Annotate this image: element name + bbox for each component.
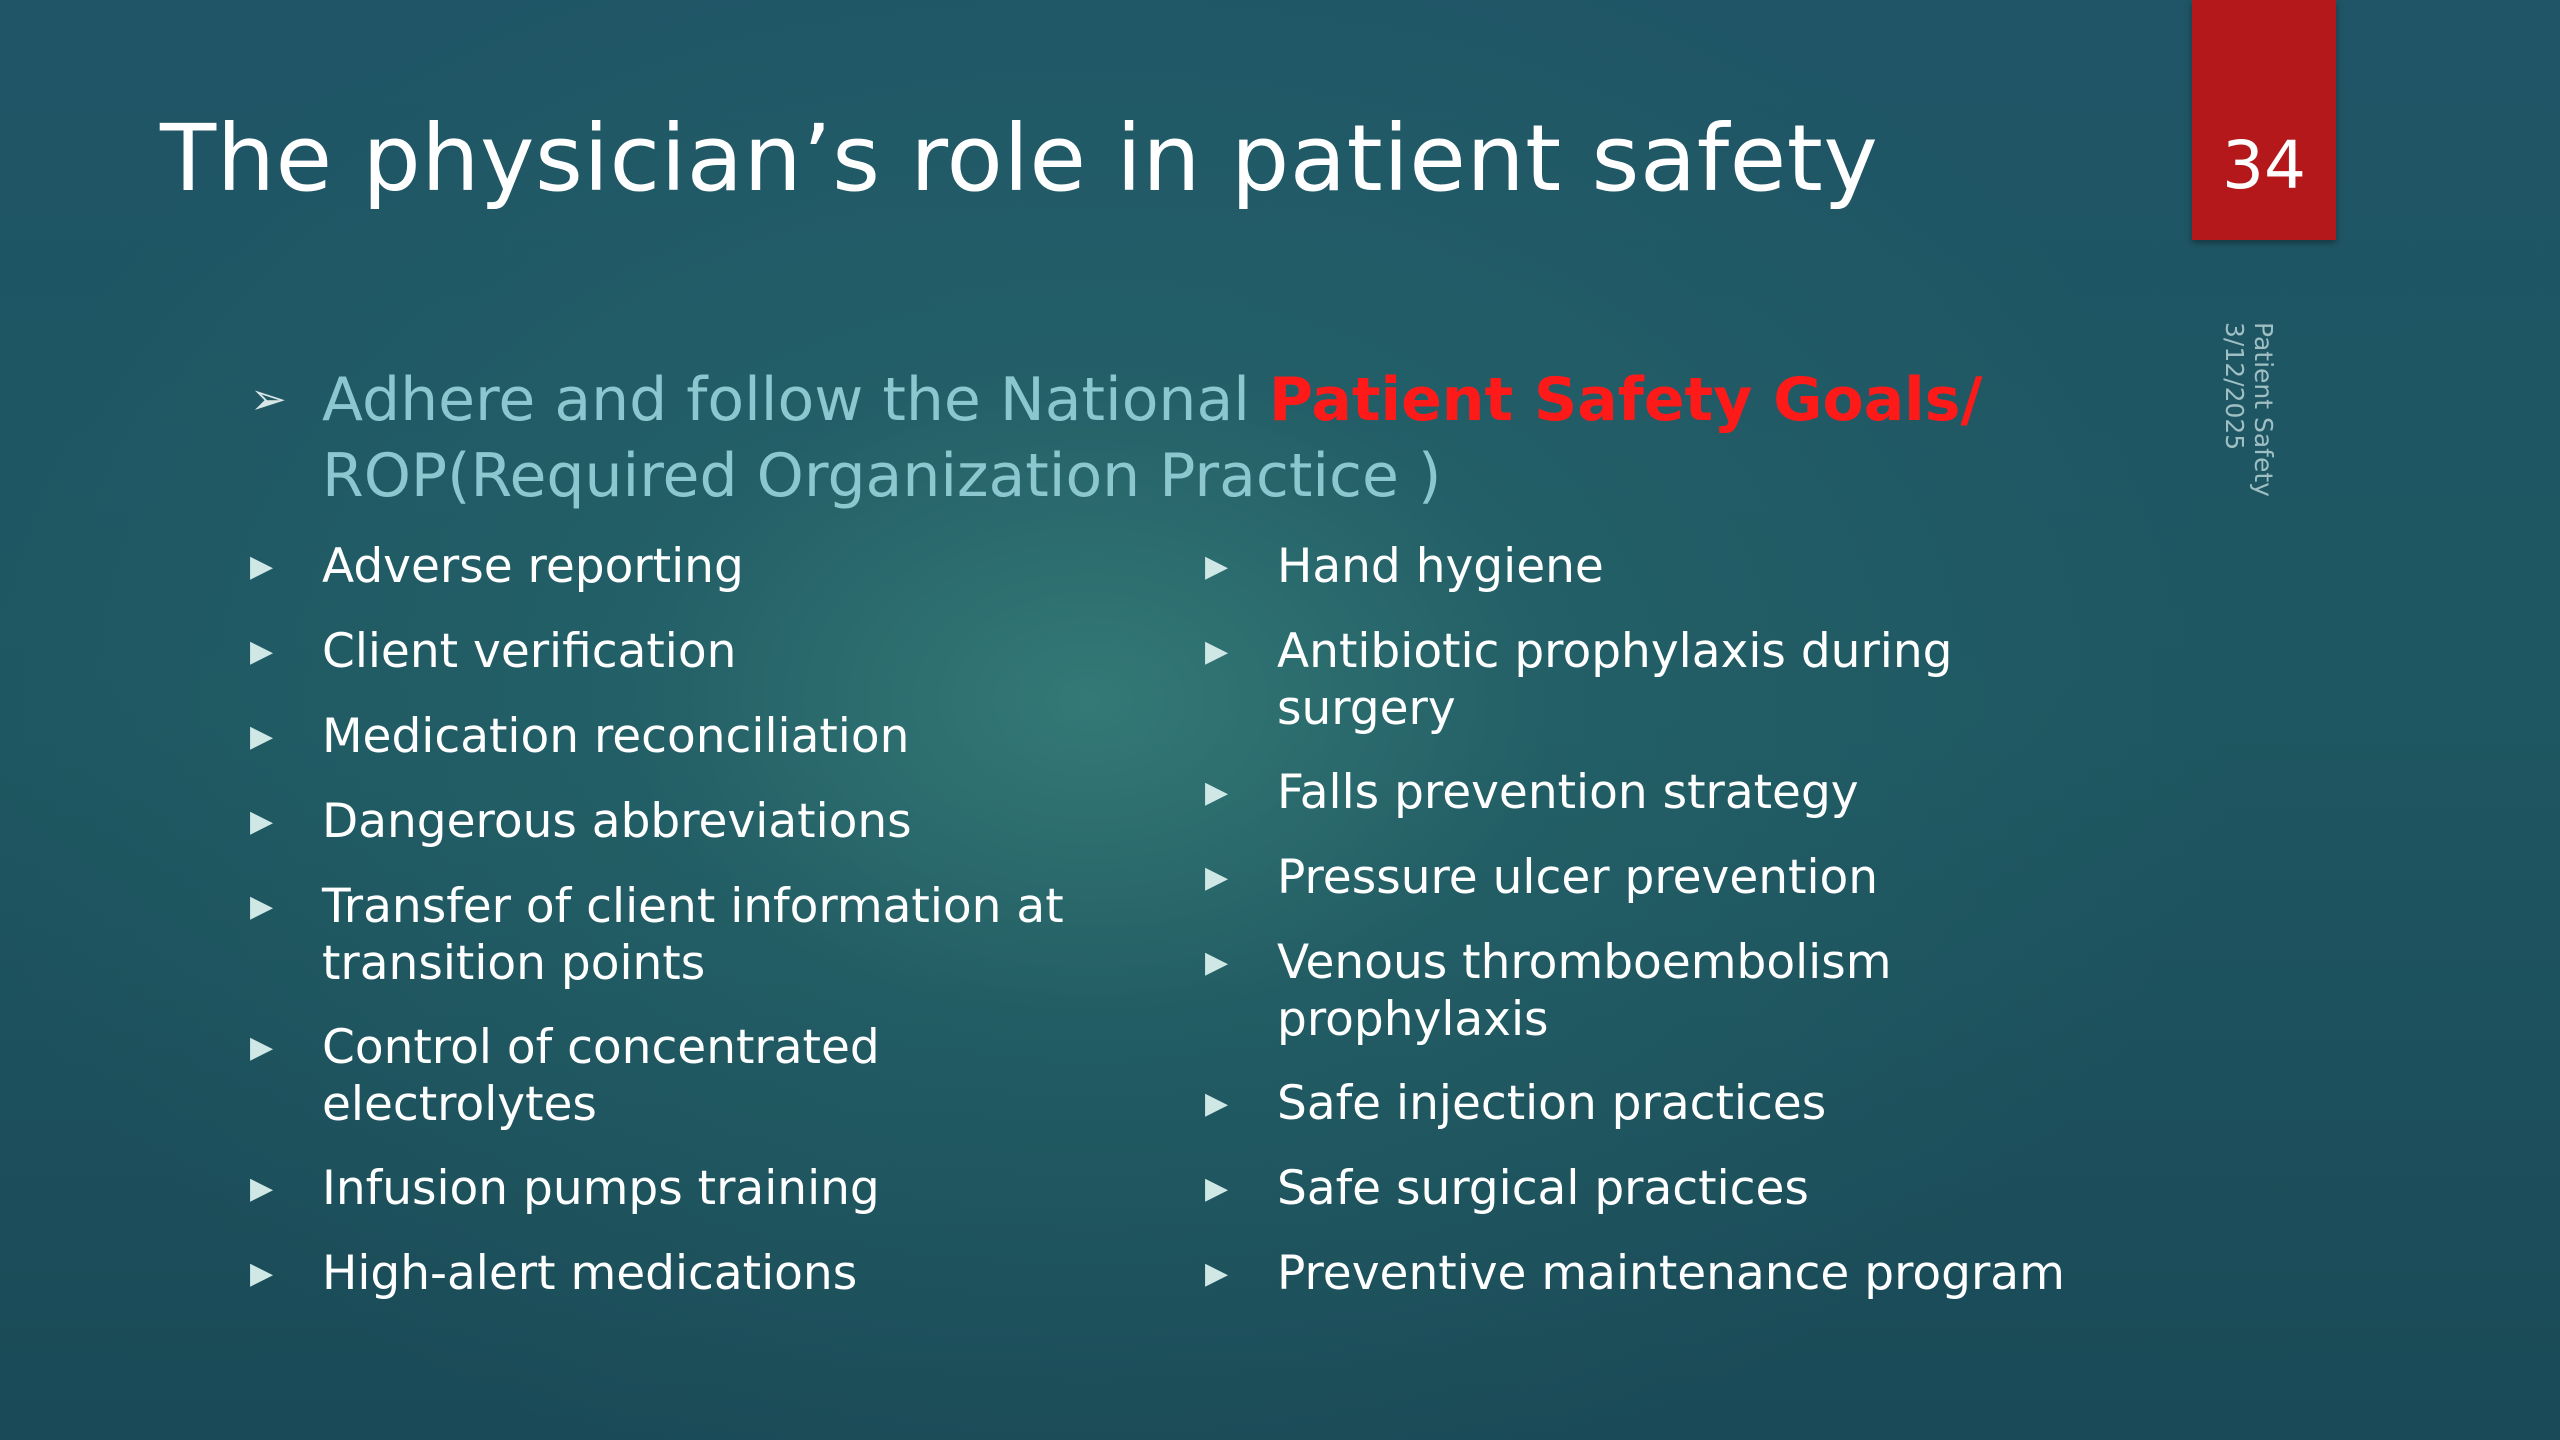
list-item-text: Transfer of client information at transition points (322, 879, 1064, 991)
list-item (1205, 764, 2105, 822)
list-item-text: Antibiotic prophylaxis during surgery (1277, 624, 1953, 736)
triangle-bullet-icon: ▶ (250, 1030, 274, 1065)
footer-date: 3/12/2025 (2220, 322, 2249, 451)
triangle-bullet-icon: ▶ (1205, 945, 1229, 980)
intro-text-plain: Adhere and follow the National (322, 365, 1269, 435)
triangle-bullet-icon: ▶ (1205, 1256, 1229, 1291)
triangle-bullet-icon: ▶ (250, 549, 274, 584)
list-item (1205, 538, 2105, 596)
intro-text (322, 362, 1982, 514)
triangle-bullet-icon: ▶ (1205, 1171, 1229, 1206)
list-item-text: Venous thromboembolism prophylaxis (1277, 935, 1892, 1047)
list-item-text: Falls prevention strategy (1277, 765, 1859, 820)
intro-bullet (250, 362, 2030, 514)
triangle-bullet-icon: ▶ (250, 1256, 274, 1291)
right-bullet-list (1205, 538, 2105, 1330)
list-item-text: Safe injection practices (1277, 1076, 1827, 1131)
slide-footer (2220, 322, 2278, 542)
list-item (1205, 849, 2105, 907)
triangle-bullet-icon: ▶ (1205, 775, 1229, 810)
triangle-bullet-icon: ▶ (250, 719, 274, 754)
list-item-text: Infusion pumps training (322, 1161, 880, 1216)
intro-text-line2: ROP(Required Organization Practice ) (322, 441, 1442, 511)
page-number: 34 (2222, 127, 2306, 204)
list-item (250, 1245, 1110, 1303)
footer-title: Patient Safety (2249, 322, 2278, 497)
triangle-bullet-icon: ▶ (250, 889, 274, 924)
triangle-bullet-icon: ▶ (1205, 860, 1229, 895)
list-item-text: Safe surgical practices (1277, 1161, 1809, 1216)
list-item (1205, 1245, 2105, 1303)
list-item-text: Pressure ulcer prevention (1277, 850, 1879, 905)
list-item (250, 623, 1110, 681)
list-item-text: Client verification (322, 624, 737, 679)
triangle-bullet-icon: ▶ (1205, 1086, 1229, 1121)
triangle-bullet-icon: ▶ (250, 804, 274, 839)
list-item-text: Hand hygiene (1277, 539, 1604, 594)
list-item-text: Adverse reporting (322, 539, 744, 594)
list-item (250, 708, 1110, 766)
list-item-text: Medication reconciliation (322, 709, 910, 764)
list-item (250, 793, 1110, 851)
list-item (1205, 623, 2105, 737)
list-item (250, 538, 1110, 596)
list-item (1205, 934, 2105, 1048)
list-item-text: Control of concentrated electrolytes (322, 1020, 880, 1132)
arrowhead-bullet-icon: ➢ (250, 374, 287, 425)
list-item-text: Dangerous abbreviations (322, 794, 912, 849)
triangle-bullet-icon: ▶ (1205, 634, 1229, 669)
list-item (1205, 1075, 2105, 1133)
list-item (250, 1160, 1110, 1218)
left-bullet-list (250, 538, 1110, 1330)
page-number-tab (2192, 0, 2336, 240)
triangle-bullet-icon: ▶ (250, 634, 274, 669)
slide-title: The physician’s role in patient safety (160, 105, 1879, 212)
intro-text-highlight: Patient Safety Goals/ (1268, 365, 1983, 435)
list-item (250, 878, 1110, 992)
list-item (250, 1019, 1110, 1133)
list-item (1205, 1160, 2105, 1218)
list-item-text: High-alert medications (322, 1246, 858, 1301)
list-item-text: Preventive maintenance program (1277, 1246, 2065, 1301)
triangle-bullet-icon: ▶ (1205, 549, 1229, 584)
triangle-bullet-icon: ▶ (250, 1171, 274, 1206)
